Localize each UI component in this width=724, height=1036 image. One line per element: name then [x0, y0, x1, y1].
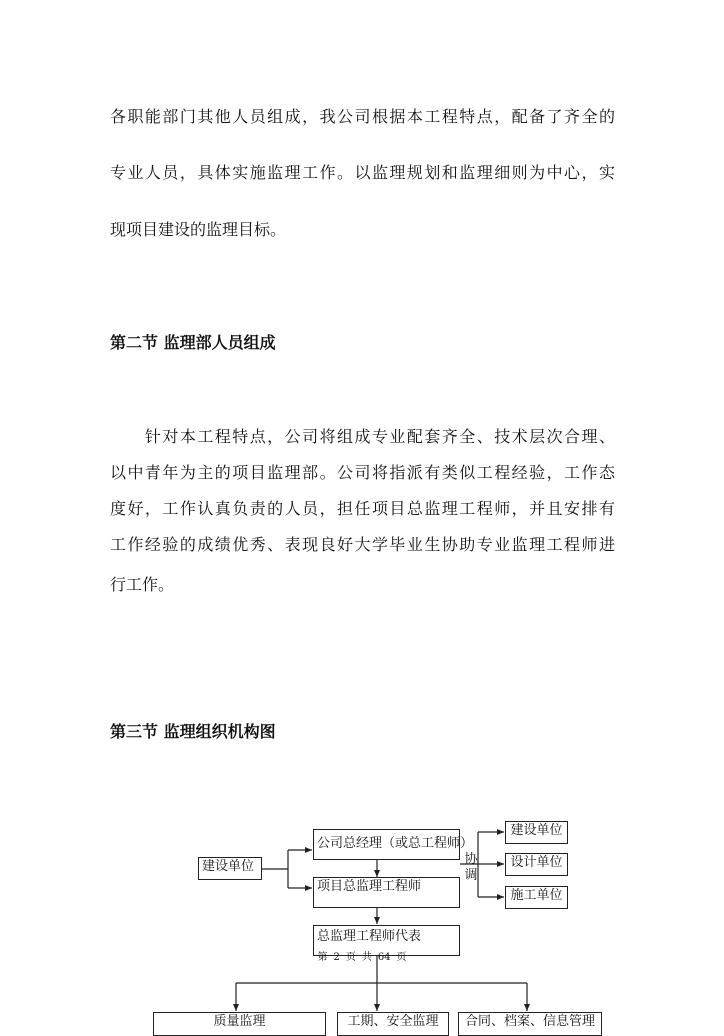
org-box-chief-engineer: 项目总监理工程师	[313, 877, 460, 908]
paragraph-line-3: 现项目建设的监理目标。	[110, 220, 287, 239]
section-2-heading: 第二节 监理部人员组成	[110, 333, 276, 352]
org-box-right-unit-2: 设计单位	[505, 853, 568, 876]
org-box-bottom-unit-1: 质量监理	[153, 1012, 326, 1036]
org-box-right-unit-3: 施工单位	[505, 886, 568, 909]
org-box-general-manager: 公司总经理（或总工程师）	[313, 829, 460, 860]
footer-page-mid: 页	[345, 952, 356, 963]
org-coordinate-label: 协调	[464, 852, 478, 883]
paragraph-line-1: 各职能部门其他人员组成，我公司根据本工程特点，配备了齐全的	[110, 107, 615, 126]
footer-total-suffix: 页	[396, 952, 407, 963]
org-box-bottom-unit-3: 合同、档案、信息管理	[458, 1012, 602, 1036]
section-3-heading: 第三节 监理组织机构图	[110, 722, 276, 741]
page-footer	[0, 951, 724, 965]
section-2-line-5: 行工作。	[110, 575, 175, 594]
org-box-right-unit-1: 建设单位	[505, 821, 568, 844]
section-2-line-3: 度好，工作认真负责的人员，担任项目总监理工程师，并且安排有	[110, 499, 615, 518]
footer-page-number: 2	[333, 952, 340, 963]
footer-page-prefix: 第	[317, 952, 328, 963]
section-2-line-4: 工作经验的成绩优秀、表现良好大学毕业生协助专业监理工程师进	[110, 535, 615, 554]
footer-total-pages: 64	[377, 952, 391, 963]
footer-total-prefix: 共	[361, 952, 372, 963]
paragraph-line-2: 专业人员，具体实施监理工作。以监理规划和监理细则为中心，实	[110, 163, 615, 182]
org-box-client: 建设单位	[198, 857, 262, 880]
org-box-bottom-unit-2: 工期、安全监理	[337, 1012, 449, 1036]
section-2-line-2: 以中青年为主的项目监理部。公司将指派有类似工程经验，工作态	[110, 463, 615, 482]
section-2-line-1: 针对本工程特点，公司将组成专业配套齐全、技术层次合理、	[110, 427, 615, 446]
org-box-chief-rep: 总监理工程师代表	[313, 925, 460, 956]
